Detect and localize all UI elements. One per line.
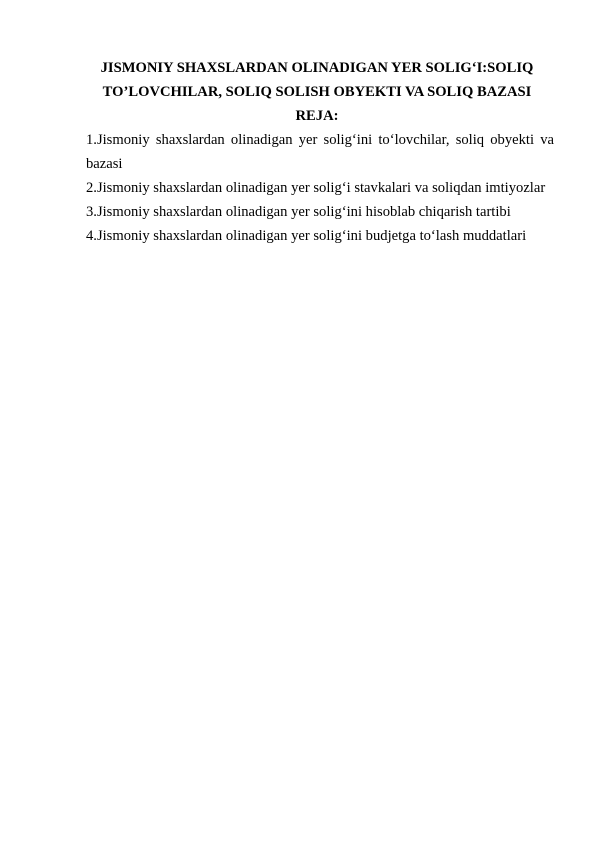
plan-item-3: 3.Jismoniy shaxslardan olinadigan yer solig‘ini hisoblab chiqarish tartibi bbox=[86, 204, 511, 220]
plan-item-2: 2.Jismoniy shaxslardan olinadigan yer solig‘i stavkalari va soliqdan imtiyozlar bbox=[86, 180, 546, 196]
document-title-line-1: JISMONIY SHAXSLARDAN OLINADIGAN YER SOLIG‘I:SOLIQ bbox=[100, 60, 534, 76]
document-title-line-2: TO’LOVCHILAR, SOLIQ SOLISH OBYEKTI VA SOLIQ BAZASI bbox=[102, 84, 532, 100]
plan-heading: REJA: bbox=[295, 108, 339, 124]
plan-item-1: 1.Jismoniy shaxslardan olinadigan yer solig‘ini to‘lovchilar, soliq obyekti va bazasi bbox=[86, 132, 554, 172]
plan-item-4: 4.Jismoniy shaxslardan olinadigan yer solig‘ini budjetga to‘lash muddatlari bbox=[86, 228, 527, 244]
plan-list bbox=[86, 128, 554, 248]
